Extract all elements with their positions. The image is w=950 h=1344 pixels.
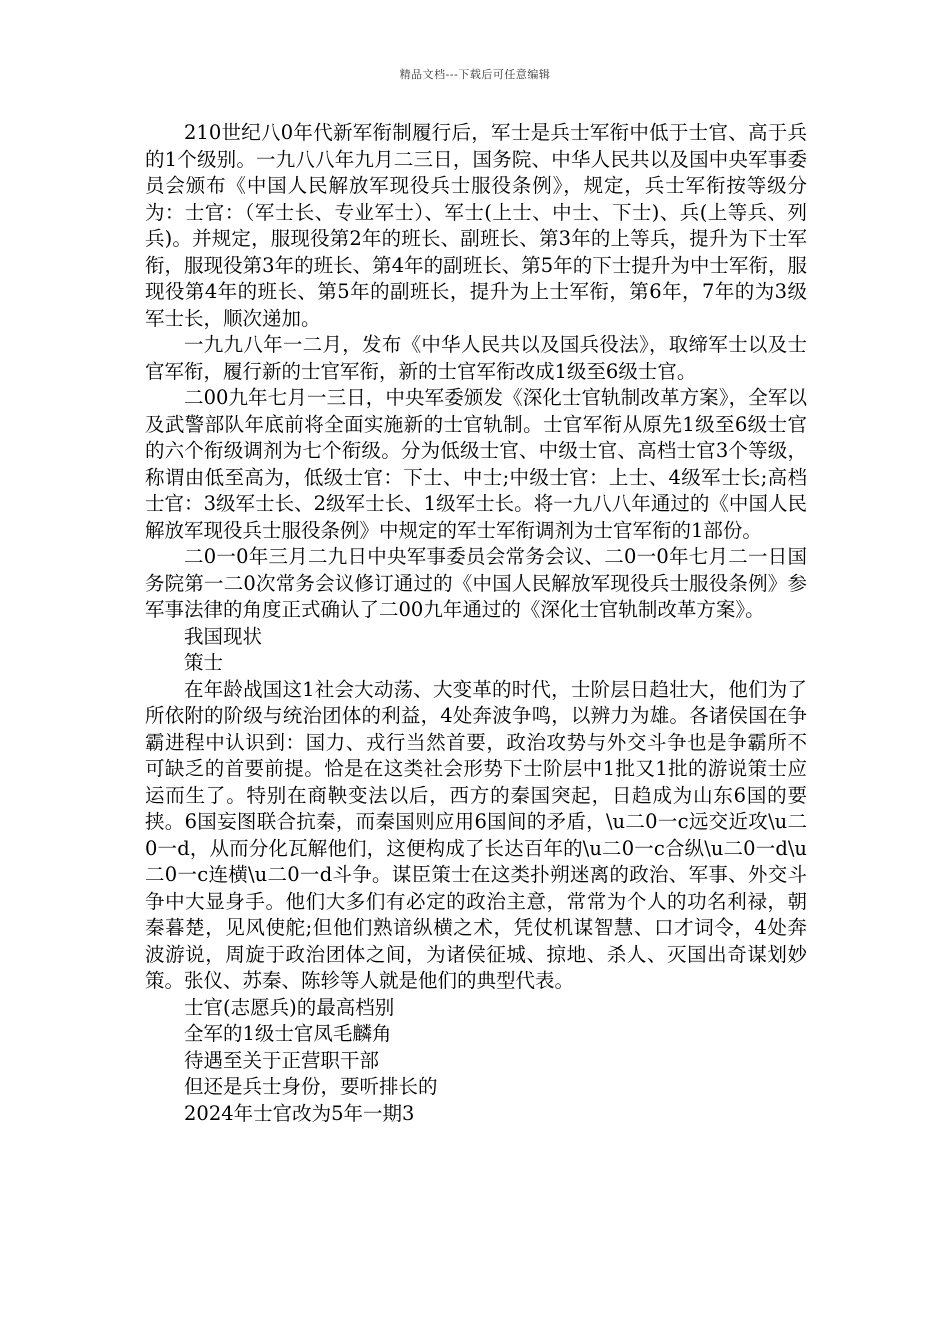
- page-header: 精品文档---下载后可任意编辑: [399, 68, 551, 81]
- paragraph-strategists: 在年龄战国这1社会大动荡、大变革的时代，士阶层日趋壮大，他们为了所依附的阶级与统治团体的利益，4处奔波争鸣，以辨力为雄。各诸侯国在争霸进程中认识到：国力、戎行当然首要，政治攻势与外交斗争也是争霸所不可缺乏的首要前提。恰是在这类社会形势下士阶层中1批又1批的游说策士应运而生了。特别在商鞅变法以后，西方的秦国突起，日趋成为山东6国的要挟。6国妄图联合抗秦，而秦国则应用6国间的矛盾，\u二0一c远交近攻\u二0一d，从而分化瓦解他们，这便构成了长达百年的\u二0一c合纵\u二0一d\u二0一c连横\u二0一d斗争。谋臣策士在这类扑朔迷离的政治、军事、外交斗争中大显身手。他们大多们有必定的政治主意，常常为个人的功名利禄，朝秦暮楚，见风使舵;但他们熟谙纵横之术，凭仗机谋智慧、口才词令，4处奔波游说，周旋于政治团体之间，为诸侯征城、掠地、杀人、灭国出奇谋划妙策。张仪、苏秦、陈轸等人就是他们的典型代表。: [145, 677, 807, 992]
- paragraph-2010-revision: 二0一0年三月二九日中央军事委员会常务会议、二0一0年七月二一日国务院第一二0次常务会议修订通过的《中国人民解放军现役兵士服役条例》参军事法律的角度正式确认了二00九年通过的《深化士官轨制改革方案》。: [145, 545, 807, 621]
- paragraph-2009-reform: 二00九年七月一三日，中央军委颁发《深化士官轨制改革方案》，全军以及武警部队年底前将全面实施新的士官轨制。士官军衔从原先1级至6级士官的六个衔级调剂为七个衔级。分为低级士官、中级士官、高档士官3个等级，称谓由低至高为，低级士官：下士、中士;中级士官：上士、4级军士长;高档士官：3级军士长、2级军士长、1级军士长。将一九八八年通过的《中国人民解放军现役兵士服役条例》中规定的军士军衔调剂为士官军衔的1部份。: [145, 386, 807, 542]
- paragraph-soldier-status: 但还是兵士身份，要听排长的: [184, 1075, 438, 1098]
- paragraph-highest-rank: 士官(志愿兵)的最高档别: [184, 995, 395, 1019]
- paragraph-treatment: 待遇至关于正营职干部: [184, 1048, 380, 1072]
- paragraph-1998-law: 一九九八年一二月，发布《中华人民共以及国兵役法》，取缔军士以及士官军衔，履行新的士官军衔，新的士官军衔改成1级至6级士官。: [145, 333, 807, 383]
- paragraph-2024-change: 2024年士官改为5年一期3: [184, 1101, 415, 1125]
- paragraph-current-status: 我国现状: [184, 624, 263, 648]
- paragraph-rank-history: 210世纪八0年代新军衔制履行后，军士是兵士军衔中低于士官、高于兵的1个级别。一九八八年九月二三日，国务院、中华人民共以及国中央军事委员会颁布《中国人民解放军现役兵士服役条例》，规定，兵士军衔按等级分为：士官：（军士长、专业军士）、军士(上士、中士、下士)、兵(上等兵、列兵)。并规定，服现役第2年的班长、副班长、第3年的上等兵，提升为下士军衔，服现役第3年的班长、第4年的副班长、第5年的下士提升为中士军衔，服现役第4年的班长、第5年的副班长，提升为上士军衔，第6年，7年的为3级军士长，顺次递加。: [145, 121, 807, 330]
- paragraph-strategist-heading: 策士: [184, 651, 224, 674]
- document-body: [145, 120, 807, 1127]
- paragraph-rare-rank: 全军的1级士官凤毛麟角: [184, 1022, 392, 1045]
